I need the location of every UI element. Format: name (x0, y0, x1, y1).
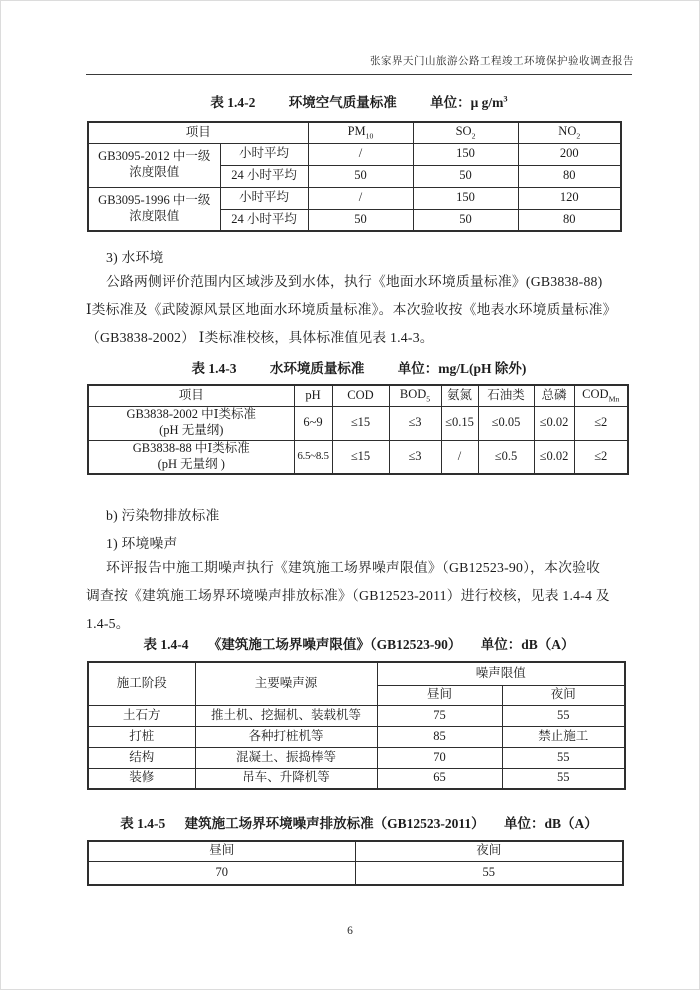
air-period: 小时平均 (220, 143, 308, 165)
noise-col-stage: 施工阶段 (88, 662, 195, 705)
caption-title: 水环境质量标准 (269, 361, 365, 376)
water-section-heading: 3) 水环境 (106, 250, 164, 265)
water-value-cod: ≤15 (332, 406, 389, 440)
water-col-petroleum: 石油类 (478, 385, 534, 406)
noise-paragraph (86, 554, 634, 638)
table-row (88, 385, 628, 406)
noise-col-day: 昼间 (377, 685, 502, 705)
water-value-cod: ≤15 (332, 440, 389, 474)
caption-label: 表 1.4-5 (120, 816, 166, 831)
air-value-pm10: 50 (308, 209, 413, 231)
caption-label: 表 1.4-3 (191, 361, 237, 376)
table-row (88, 726, 625, 747)
water-col-cod: COD (332, 385, 389, 406)
caption-unit: 单位：μ $g/m^3$ (430, 94, 508, 110)
air-group-label-2012: GB3095-2012 中一级 浓度限值 (88, 143, 220, 187)
water-value-codmn: ≤2 (574, 406, 628, 440)
table-row (88, 841, 623, 861)
noise-stage: 土石方 (88, 705, 195, 726)
water-value-phosphorus: ≤0.02 (534, 406, 574, 440)
water-value-ph: 6.5~8.5 (294, 440, 332, 474)
table-row (88, 747, 625, 768)
noise-night-value: 55 (502, 705, 625, 726)
water-col-ph: pH (294, 385, 332, 406)
table-row (88, 662, 625, 685)
air-value-so2: 150 (413, 143, 518, 165)
paragraph-line: （GB3838-2002） Ⅰ类标准校核，具体标准值见表 1.4-3。 (86, 330, 434, 345)
noise-source: 推土机、挖掘机、装载机等 (195, 705, 377, 726)
noise-section-heading: 1) 环境噪声 (106, 536, 178, 551)
noise-stage: 结构 (88, 747, 195, 768)
air-value-no2: 80 (518, 165, 621, 187)
water-row-label-88: GB3838-88 中Ⅰ类标准 (pH 无量纲 ) (88, 440, 294, 474)
table-row (88, 768, 625, 789)
emission-col-day: 昼间 (88, 841, 355, 861)
air-value-pm10: 50 (308, 165, 413, 187)
air-value-no2: 120 (518, 187, 621, 209)
paragraph-line: 环评报告中施工期噪声执行《建筑施工场界噪声限值》（GB12523-90），本次验收 (106, 560, 601, 575)
water-value-petroleum: ≤0.05 (478, 406, 534, 440)
noise-source: 吊车、升降机等 (195, 768, 377, 789)
water-col-phosphorus: 总磷 (534, 385, 574, 406)
paragraph-line: Ⅰ类标准及《武陵源风景区地面水环境质量标准》。本次验收按《地表水环境质量标准》 (86, 302, 617, 317)
paragraph-line: 公路两侧评价范围内区域涉及到水体，执行《地面水环境质量标准》(GB3838-88) (106, 274, 603, 289)
noise-day-value: 65 (377, 768, 502, 789)
table-row (88, 440, 628, 474)
caption-title: 环境空气质量标准 (288, 95, 397, 110)
water-row-label-2002: GB3838-2002 中Ⅰ类标准 (pH 无量纲) (88, 406, 294, 440)
paragraph-line: 1.4-5。 (86, 616, 130, 631)
noise-stage: 打桩 (88, 726, 195, 747)
table-row (88, 861, 623, 885)
air-value-so2: 50 (413, 165, 518, 187)
emission-col-night: 夜间 (355, 841, 623, 861)
noise-col-source: 主要噪声源 (195, 662, 377, 705)
table-noise-limit (87, 661, 626, 790)
water-value-bod5: ≤3 (389, 406, 441, 440)
header-rule (86, 74, 632, 75)
water-value-petroleum: ≤0.5 (478, 440, 534, 474)
table-noise-emission (87, 840, 624, 886)
noise-source: 各种打桩机等 (195, 726, 377, 747)
water-col-ammonia: 氨氮 (441, 385, 478, 406)
caption-unit: 单位：mg/L(pH 除外) (397, 361, 527, 376)
water-paragraph (86, 268, 634, 352)
air-period: 24 小时平均 (220, 209, 308, 231)
water-value-ph: 6~9 (294, 406, 332, 440)
caption-label: 表 1.4-4 (143, 637, 189, 652)
table-water-quality (87, 384, 629, 475)
table-row (88, 406, 628, 440)
table-row (88, 143, 621, 165)
noise-day-value: 85 (377, 726, 502, 747)
air-col-item: 项目 (88, 122, 308, 143)
noise-stage: 装修 (88, 768, 195, 789)
emission-section-heading: b) 污染物排放标准 (106, 508, 220, 523)
table-air-quality (87, 121, 622, 232)
water-value-bod5: ≤3 (389, 440, 441, 474)
unit-superscript: 3 (503, 94, 508, 104)
air-value-pm10: / (308, 187, 413, 209)
air-group-label-1996: GB3095-1996 中一级 浓度限值 (88, 187, 220, 231)
air-col-no2: $NO_2$ (518, 122, 621, 143)
table-row (88, 122, 621, 143)
caption-label: 表 1.4-2 (210, 95, 256, 110)
noise-night-value: 55 (502, 768, 625, 789)
water-value-ammonia: ≤0.15 (441, 406, 478, 440)
air-period: 小时平均 (220, 187, 308, 209)
air-col-so2: $SO_2$ (413, 122, 518, 143)
caption-title: 《建筑施工场界噪声限值》（GB12523-90） (207, 637, 462, 652)
emission-day-value: 70 (88, 861, 355, 885)
air-value-no2: 80 (518, 209, 621, 231)
air-value-so2: 50 (413, 209, 518, 231)
water-col-codmn: $COD_{Mn}$ (574, 385, 628, 406)
noise-col-night: 夜间 (502, 685, 625, 705)
water-value-codmn: ≤2 (574, 440, 628, 474)
caption-title: 建筑施工场界环境噪声排放标准（GB12523-2011） (184, 816, 485, 831)
caption-table-water (86, 357, 632, 377)
paragraph-line: 调查按《建筑施工场界环境噪声排放标准》（GB12523-2011）进行校核，见表 1.4-4 及 (86, 588, 610, 603)
air-value-so2: 150 (413, 187, 518, 209)
noise-night-value: 55 (502, 747, 625, 768)
water-value-phosphorus: ≤0.02 (534, 440, 574, 474)
noise-day-value: 75 (377, 705, 502, 726)
emission-night-value: 55 (355, 861, 623, 885)
air-value-pm10: / (308, 143, 413, 165)
caption-unit: 单位：dB（A） (480, 637, 575, 652)
table-row (88, 187, 621, 209)
air-value-no2: 200 (518, 143, 621, 165)
noise-night-value: 禁止施工 (502, 726, 625, 747)
water-value-ammonia: / (441, 440, 478, 474)
caption-table-air (86, 91, 632, 111)
noise-col-limit: 噪声限值 (377, 662, 625, 685)
noise-source: 混凝土、振捣棒等 (195, 747, 377, 768)
water-col-bod5: $BOD_5$ (389, 385, 441, 406)
air-period: 24 小时平均 (220, 165, 308, 187)
caption-unit: 单位：dB（A） (504, 816, 598, 831)
air-col-pm10: $PM_{10}$ (308, 122, 413, 143)
table-row (88, 705, 625, 726)
caption-table-noise-limit (86, 633, 632, 653)
report-header-title: 张家界天门山旅游公路工程竣工环境保护验收调查报告 (370, 56, 634, 67)
caption-table-noise-emission (86, 812, 632, 832)
page-number: 6 (347, 925, 353, 937)
water-col-item: 项目 (88, 385, 294, 406)
noise-day-value: 70 (377, 747, 502, 768)
